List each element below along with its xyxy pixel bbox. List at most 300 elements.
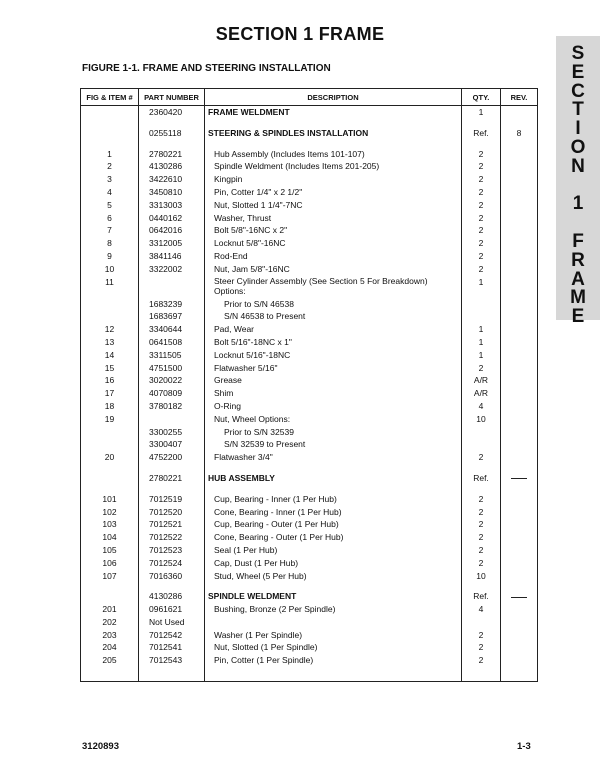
table-row	[81, 506, 538, 519]
rev-cell: 8	[501, 127, 538, 140]
side-tab-letter: M	[570, 287, 586, 309]
table-row	[81, 472, 538, 485]
side-tab-letter: S	[571, 43, 585, 64]
table-row	[81, 629, 538, 642]
fig-item-cell: 205	[81, 654, 139, 667]
parts-table	[80, 88, 538, 682]
part-number-cell: 4070809	[139, 387, 205, 400]
side-tab-letter: O	[570, 137, 586, 158]
fig-item-cell: 11	[81, 276, 139, 298]
spacer-cell	[501, 582, 538, 590]
fig-item-cell: 18	[81, 400, 139, 413]
qty-cell	[462, 310, 501, 323]
table-row	[81, 544, 538, 557]
qty-cell	[462, 426, 501, 439]
description-cell: Pin, Cotter (1 Per Spindle)	[205, 654, 462, 667]
description-cell: Hub Assembly (Includes Items 101-107)	[205, 148, 462, 161]
qty-cell	[462, 616, 501, 629]
description-cell: Bushing, Bronze (2 Per Spindle)	[205, 603, 462, 616]
table-row	[81, 127, 538, 140]
spacer-cell	[462, 119, 501, 127]
description-cell: Nut, Jam 5/8"-16NC	[205, 263, 462, 276]
description-cell: Flatwasher 5/16"	[205, 362, 462, 375]
rev-cell	[501, 250, 538, 263]
part-number-cell: 3450810	[139, 186, 205, 199]
part-number-cell: 3780182	[139, 400, 205, 413]
rev-cell	[501, 413, 538, 426]
rev-cell	[501, 224, 538, 237]
table-row	[81, 374, 538, 387]
rev-cell	[501, 160, 538, 173]
part-number-cell: 7012520	[139, 506, 205, 519]
description-cell: Cup, Bearing - Inner (1 Per Hub)	[205, 493, 462, 506]
fig-item-cell: 6	[81, 212, 139, 225]
spacer-cell	[462, 464, 501, 472]
qty-cell: 2	[462, 493, 501, 506]
spacer-cell	[81, 667, 139, 682]
qty-cell: 4	[462, 400, 501, 413]
description-cell: Seal (1 Per Hub)	[205, 544, 462, 557]
part-number-cell: 0641508	[139, 336, 205, 349]
fig-item-cell	[81, 127, 139, 140]
part-number-cell: 3340644	[139, 323, 205, 336]
fig-item-cell	[81, 438, 139, 451]
part-number-cell: 3300407	[139, 438, 205, 451]
spacer-cell	[81, 464, 139, 472]
spacer-cell	[205, 119, 462, 127]
description-cell: Flatwasher 3/4"	[205, 451, 462, 464]
description-cell: Cone, Bearing - Inner (1 Per Hub)	[205, 506, 462, 519]
side-tab-letter: E	[571, 61, 585, 83]
qty-cell: 2	[462, 506, 501, 519]
description-cell: Bolt 5/8"-16NC x 2"	[205, 224, 462, 237]
description-cell: Nut, Slotted (1 Per Spindle)	[205, 641, 462, 654]
spacer-cell	[81, 485, 139, 493]
part-number-cell: 7012543	[139, 654, 205, 667]
side-tab-letter: E	[571, 306, 585, 328]
part-number-cell: 1683697	[139, 310, 205, 323]
section-side-tab	[556, 36, 600, 328]
fig-item-cell: 201	[81, 603, 139, 616]
qty-cell: 2	[462, 160, 501, 173]
table-row	[81, 362, 538, 375]
fig-item-cell: 105	[81, 544, 139, 557]
part-number-cell: 2780221	[139, 148, 205, 161]
fig-item-cell: 203	[81, 629, 139, 642]
table-row	[81, 413, 538, 426]
description-cell: Stud, Wheel (5 Per Hub)	[205, 570, 462, 583]
fig-item-cell: 101	[81, 493, 139, 506]
table-row	[81, 336, 538, 349]
fig-item-cell: 204	[81, 641, 139, 654]
rev-cell	[501, 472, 538, 485]
qty-cell: 2	[462, 362, 501, 375]
rev-cell	[501, 654, 538, 667]
rev-cell	[501, 629, 538, 642]
table-row	[81, 148, 538, 161]
part-number-cell: 4130286	[139, 590, 205, 603]
spacer-cell	[205, 464, 462, 472]
rev-cell	[501, 557, 538, 570]
rev-cell	[501, 493, 538, 506]
part-number-cell: 3322002	[139, 263, 205, 276]
side-tab-letter: T	[572, 99, 584, 121]
qty-cell: 2	[462, 148, 501, 161]
rev-cell	[501, 212, 538, 225]
rev-cell	[501, 374, 538, 387]
rev-cell	[501, 310, 538, 323]
header-qty: QTY.	[462, 89, 501, 106]
description-cell: Locknut 5/16"-18NC	[205, 349, 462, 362]
rev-cell	[501, 323, 538, 336]
qty-cell: 2	[462, 518, 501, 531]
rev-cell	[501, 531, 538, 544]
fig-item-cell: 103	[81, 518, 139, 531]
spacer-row	[81, 119, 538, 127]
part-number-cell: 7012524	[139, 557, 205, 570]
part-number-cell: 3422610	[139, 173, 205, 186]
part-number-cell: 0961621	[139, 603, 205, 616]
fig-item-cell: 4	[81, 186, 139, 199]
header-fig-item: FIG & ITEM #	[81, 89, 139, 106]
description-cell: Spindle Weldment (Includes Items 201-205)	[205, 160, 462, 173]
spacer-row	[81, 464, 538, 472]
table-row	[81, 323, 538, 336]
part-number-cell: 4130286	[139, 160, 205, 173]
spacer-cell	[139, 667, 205, 682]
spacer-cell	[139, 582, 205, 590]
spacer-row	[81, 582, 538, 590]
part-number-cell: 0440162	[139, 212, 205, 225]
header-rev: REV.	[501, 89, 538, 106]
table-row	[81, 387, 538, 400]
qty-cell: 4	[462, 603, 501, 616]
description-cell: Prior to S/N 46538	[205, 298, 462, 311]
table-row	[81, 263, 538, 276]
description-cell: Pad, Wear	[205, 323, 462, 336]
description-cell: Nut, Wheel Options:	[205, 413, 462, 426]
side-tab-letter: A	[571, 268, 585, 290]
fig-item-cell: 5	[81, 199, 139, 212]
rev-cell	[501, 148, 538, 161]
spacer-cell	[139, 485, 205, 493]
qty-cell: 2	[462, 557, 501, 570]
spacer-cell	[501, 119, 538, 127]
table-row	[81, 616, 538, 629]
parts-table-body	[81, 106, 538, 682]
part-number-cell: 3020022	[139, 374, 205, 387]
part-number-cell: 2780221	[139, 472, 205, 485]
rev-cell	[501, 276, 538, 298]
fig-item-cell: 107	[81, 570, 139, 583]
fig-item-cell: 16	[81, 374, 139, 387]
fig-item-cell: 19	[81, 413, 139, 426]
page-title: SECTION 1 FRAME	[215, 24, 385, 44]
table-row	[81, 237, 538, 250]
qty-cell: 2	[462, 531, 501, 544]
spacer-cell	[205, 485, 462, 493]
table-header-row	[81, 89, 538, 106]
description-cell: Cap, Dust (1 Per Hub)	[205, 557, 462, 570]
rev-cell	[501, 451, 538, 464]
spacer-cell	[81, 582, 139, 590]
description-cell: Cup, Bearing - Outer (1 Per Hub)	[205, 518, 462, 531]
fig-item-cell: 104	[81, 531, 139, 544]
table-row	[81, 603, 538, 616]
qty-cell: Ref.	[462, 590, 501, 603]
description-cell: Prior to S/N 32539	[205, 426, 462, 439]
description-cell: Nut, Slotted 1 1/4"-7NC	[205, 199, 462, 212]
rev-cell	[501, 237, 538, 250]
description-cell: Shim	[205, 387, 462, 400]
qty-cell: 1	[462, 336, 501, 349]
part-number-cell: Not Used	[139, 616, 205, 629]
fig-item-cell: 2	[81, 160, 139, 173]
part-number-cell: 3311505	[139, 349, 205, 362]
rev-cell	[501, 506, 538, 519]
fig-item-cell: 7	[81, 224, 139, 237]
spacer-cell	[462, 667, 501, 682]
qty-cell: 2	[462, 654, 501, 667]
qty-cell: 2	[462, 250, 501, 263]
table-end-row	[81, 667, 538, 682]
rev-cell	[501, 336, 538, 349]
part-number-cell: 2360420	[139, 106, 205, 119]
part-number-cell: 3300255	[139, 426, 205, 439]
table-row	[81, 557, 538, 570]
qty-cell: 2	[462, 212, 501, 225]
qty-cell: 2	[462, 451, 501, 464]
rev-cell	[501, 641, 538, 654]
description-cell: Grease	[205, 374, 462, 387]
qty-cell: 10	[462, 413, 501, 426]
fig-item-cell: 12	[81, 323, 139, 336]
description-cell: Washer, Thrust	[205, 212, 462, 225]
part-number-cell: 7016360	[139, 570, 205, 583]
table-row	[81, 250, 538, 263]
description-cell: S/N 32539 to Present	[205, 438, 462, 451]
part-number-cell: 0642016	[139, 224, 205, 237]
spacer-cell	[139, 119, 205, 127]
fig-item-cell	[81, 298, 139, 311]
qty-cell: 2	[462, 263, 501, 276]
description-cell: Bolt 5/16"-18NC x 1"	[205, 336, 462, 349]
table-row	[81, 224, 538, 237]
side-tab-letter: C	[571, 80, 585, 102]
rev-cell	[501, 362, 538, 375]
part-number-cell: 7012542	[139, 629, 205, 642]
spacer-row	[81, 140, 538, 148]
side-tab-letter: N	[571, 155, 585, 177]
side-tab-letter: 1	[572, 193, 584, 215]
table-row	[81, 276, 538, 298]
table-row	[81, 310, 538, 323]
rev-cell	[501, 199, 538, 212]
spacer-cell	[462, 485, 501, 493]
part-number-cell: 4751500	[139, 362, 205, 375]
spacer-cell	[501, 667, 538, 682]
table-row	[81, 654, 538, 667]
fig-item-cell: 13	[81, 336, 139, 349]
description-cell	[205, 616, 462, 629]
part-number-cell: 1683239	[139, 298, 205, 311]
description-cell: Pin, Cotter 1/4" x 2 1/2"	[205, 186, 462, 199]
side-tab-letter: F	[572, 231, 584, 252]
side-tab-letter: R	[571, 249, 585, 271]
description-cell: SPINDLE WELDMENT	[205, 590, 462, 603]
part-number-cell: 7012523	[139, 544, 205, 557]
fig-item-cell: 20	[81, 451, 139, 464]
table-row	[81, 590, 538, 603]
part-number-cell: 0255118	[139, 127, 205, 140]
table-row	[81, 106, 538, 119]
qty-cell: 2	[462, 629, 501, 642]
spacer-cell	[139, 464, 205, 472]
qty-cell: 1	[462, 323, 501, 336]
fig-item-cell: 8	[81, 237, 139, 250]
table-row	[81, 212, 538, 225]
page-number: 1-3	[517, 741, 531, 752]
spacer-cell	[205, 582, 462, 590]
description-cell: Washer (1 Per Spindle)	[205, 629, 462, 642]
table-row	[81, 186, 538, 199]
table-row	[81, 173, 538, 186]
qty-cell: 2	[462, 186, 501, 199]
table-row	[81, 493, 538, 506]
qty-cell: 2	[462, 224, 501, 237]
rev-dash	[511, 597, 527, 598]
part-number-cell: 4752200	[139, 451, 205, 464]
rev-cell	[501, 186, 538, 199]
fig-item-cell	[81, 106, 139, 119]
table-row	[81, 570, 538, 583]
qty-cell: 1	[462, 349, 501, 362]
fig-item-cell: 14	[81, 349, 139, 362]
qty-cell: Ref.	[462, 472, 501, 485]
rev-cell	[501, 387, 538, 400]
rev-cell	[501, 544, 538, 557]
table-row	[81, 641, 538, 654]
fig-item-cell: 9	[81, 250, 139, 263]
part-number-cell: 7012519	[139, 493, 205, 506]
part-number-cell: 7012521	[139, 518, 205, 531]
fig-item-cell: 106	[81, 557, 139, 570]
qty-cell: 2	[462, 237, 501, 250]
fig-item-cell	[81, 590, 139, 603]
table-row	[81, 160, 538, 173]
part-number-cell	[139, 413, 205, 426]
table-row	[81, 438, 538, 451]
description-cell: Kingpin	[205, 173, 462, 186]
description-cell: STEERING & SPINDLES INSTALLATION	[205, 127, 462, 140]
qty-cell: 1	[462, 276, 501, 298]
rev-cell	[501, 603, 538, 616]
fig-item-cell: 1	[81, 148, 139, 161]
qty-cell: A/R	[462, 374, 501, 387]
table-row	[81, 298, 538, 311]
fig-item-cell: 102	[81, 506, 139, 519]
qty-cell: 2	[462, 173, 501, 186]
spacer-cell	[501, 464, 538, 472]
table-row	[81, 349, 538, 362]
fig-item-cell: 10	[81, 263, 139, 276]
qty-cell: 2	[462, 544, 501, 557]
rev-cell	[501, 106, 538, 119]
document-number: 3120893	[82, 741, 119, 752]
qty-cell	[462, 438, 501, 451]
rev-dash	[511, 478, 527, 479]
spacer-cell	[81, 119, 139, 127]
description-cell: HUB ASSEMBLY	[205, 472, 462, 485]
rev-cell	[501, 349, 538, 362]
fig-item-cell	[81, 426, 139, 439]
spacer-cell	[205, 140, 462, 148]
part-number-cell: 3841146	[139, 250, 205, 263]
description-cell: Cone, Bearing - Outer (1 Per Hub)	[205, 531, 462, 544]
spacer-cell	[501, 485, 538, 493]
table-row	[81, 426, 538, 439]
spacer-cell	[462, 140, 501, 148]
part-number-cell	[139, 276, 205, 298]
rev-cell	[501, 400, 538, 413]
spacer-cell	[462, 582, 501, 590]
fig-item-cell: 202	[81, 616, 139, 629]
qty-cell: 1	[462, 106, 501, 119]
spacer-cell	[81, 140, 139, 148]
figure-title: FIGURE 1-1. FRAME AND STEERING INSTALLATION	[82, 63, 331, 74]
qty-cell: A/R	[462, 387, 501, 400]
table-row	[81, 518, 538, 531]
table-row	[81, 531, 538, 544]
rev-cell	[501, 590, 538, 603]
rev-cell	[501, 298, 538, 311]
part-number-cell: 3313003	[139, 199, 205, 212]
description-cell: Steer Cylinder Assembly (See Section 5 For Breakdown) Options:	[205, 276, 462, 298]
qty-cell: 2	[462, 199, 501, 212]
fig-item-cell: 17	[81, 387, 139, 400]
part-number-cell: 7012522	[139, 531, 205, 544]
rev-cell	[501, 438, 538, 451]
qty-cell: 2	[462, 641, 501, 654]
table-row	[81, 400, 538, 413]
rev-cell	[501, 263, 538, 276]
description-cell: O-Ring	[205, 400, 462, 413]
fig-item-cell	[81, 472, 139, 485]
table-row	[81, 451, 538, 464]
qty-cell	[462, 298, 501, 311]
rev-cell	[501, 616, 538, 629]
header-part-number: PART NUMBER	[139, 89, 205, 106]
fig-item-cell: 15	[81, 362, 139, 375]
rev-cell	[501, 570, 538, 583]
side-tab-letter: I	[575, 118, 581, 140]
description-cell: S/N 46538 to Present	[205, 310, 462, 323]
rev-cell	[501, 173, 538, 186]
qty-cell: Ref.	[462, 127, 501, 140]
rev-cell	[501, 426, 538, 439]
description-cell: Locknut 5/8"-16NC	[205, 237, 462, 250]
fig-item-cell	[81, 310, 139, 323]
part-number-cell: 7012541	[139, 641, 205, 654]
part-number-cell: 3312005	[139, 237, 205, 250]
fig-item-cell: 3	[81, 173, 139, 186]
spacer-cell	[501, 140, 538, 148]
spacer-row	[81, 485, 538, 493]
header-description: DESCRIPTION	[205, 89, 462, 106]
description-cell: Rod-End	[205, 250, 462, 263]
spacer-cell	[139, 140, 205, 148]
qty-cell: 10	[462, 570, 501, 583]
